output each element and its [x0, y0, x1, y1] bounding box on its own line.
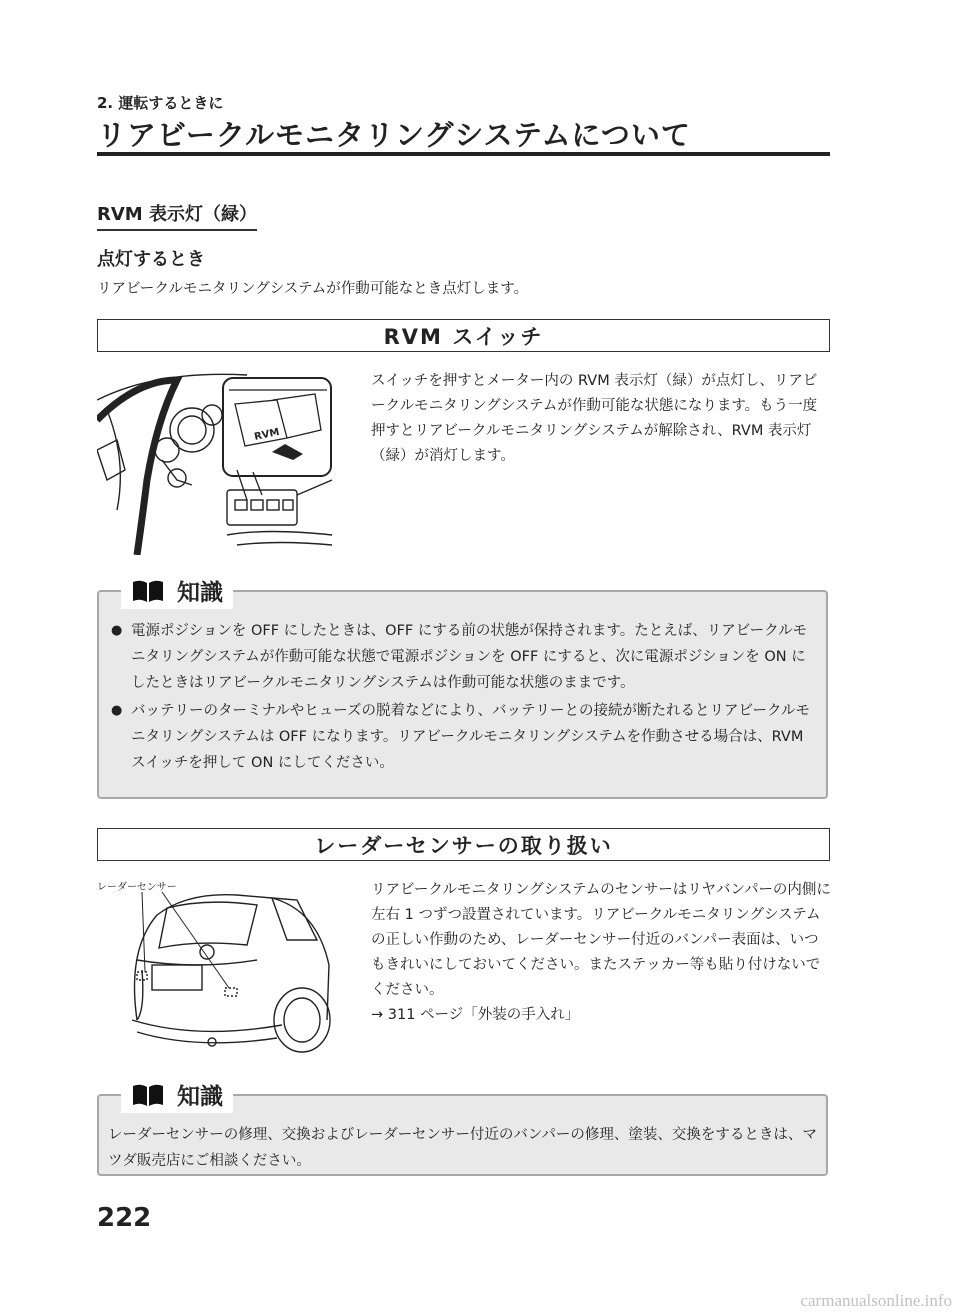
radar-sensor-label: レーダーセンサー: [97, 882, 177, 893]
note-2-header: [121, 1076, 233, 1113]
list-item: ● 電源ポジションを OFF にしたときは、OFF にする前の状態が保持されます。たとえば、リアビークルモニタリングシステムが作動可能な状態で電源ポジションを OFF にすると、次に電源ポジションを ON にしたときはリアビークルモニタリングシステムは作動可能な状態のままです。: [107, 618, 818, 696]
chapter-heading: 2. 運転するときに: [97, 94, 224, 112]
page-number: 222: [97, 1203, 152, 1233]
note-2-text: レーダーセンサーの修理、交換およびレーダーセンサー付近のバンパーの修理、塗装、交換をするときは、マツダ販売店にご相談ください。: [108, 1127, 817, 1169]
note-box-1: [97, 580, 828, 799]
list-item: ● バッテリーのターミナルやヒューズの脱着などにより、バッテリーとの接続が断たれるとリアビークルモニタリングシステムは OFF になります。リアビークルモニタリングシステムを作動させる場合は、RVM スイッチを押して ON にしてください。: [107, 698, 818, 776]
book-icon: [131, 578, 165, 604]
bullet-icon: ●: [111, 623, 123, 638]
rvm-switch-section-title: RVM スイッチ: [97, 319, 830, 352]
title-rule: [97, 152, 830, 156]
bullet-icon: ●: [111, 703, 123, 718]
page-title: リアビークルモニタリングシステムについて: [97, 118, 691, 152]
note-1-header: [121, 572, 233, 609]
lighting-subheading: 点灯するとき: [97, 249, 205, 270]
rvm-switch-label: RVM: [253, 426, 281, 443]
note-box-2: [97, 1084, 828, 1176]
radar-sensor-text: リアビークルモニタリングシステムのセンサーはリヤバンパーの内側に左右 1 つずつ設置されています。リアビークルモニタリングシステムの正しい作動のため、レーダーセンサー付近のバンパー表面は、いつもきれいにしておいてください。またステッカー等も貼り付けないでください。: [371, 882, 831, 998]
rvm-switch-description: スイッチを押すとメーター内の RVM 表示灯（緑）が点灯し、リアビークルモニタリングシステムが作動可能な状態になります。もう一度押すとリアビークルモニタリングシステムが解除され、RVM 表示灯（緑）が消灯します。: [371, 373, 818, 464]
lighting-description: リアビークルモニタリングシステムが作動可能なとき点灯します。: [97, 281, 529, 297]
radar-sensor-section-title: レーダーセンサーの取り扱い: [97, 828, 830, 861]
radar-sensor-description: [371, 878, 831, 1028]
note-1-heading: 知識: [177, 580, 223, 606]
book-icon: [131, 1082, 165, 1108]
note-1-list: [107, 618, 818, 778]
note-2-heading: 知識: [177, 1084, 223, 1110]
rvm-indicator-heading: RVM 表示灯（緑）: [97, 200, 257, 231]
watermark: carmanualsonline.info: [800, 1291, 952, 1310]
radar-sensor-figure: [97, 870, 337, 1060]
page-reference-link[interactable]: → 311 ページ「外装の手入れ」: [371, 1007, 580, 1023]
rvm-switch-figure: [97, 360, 337, 555]
